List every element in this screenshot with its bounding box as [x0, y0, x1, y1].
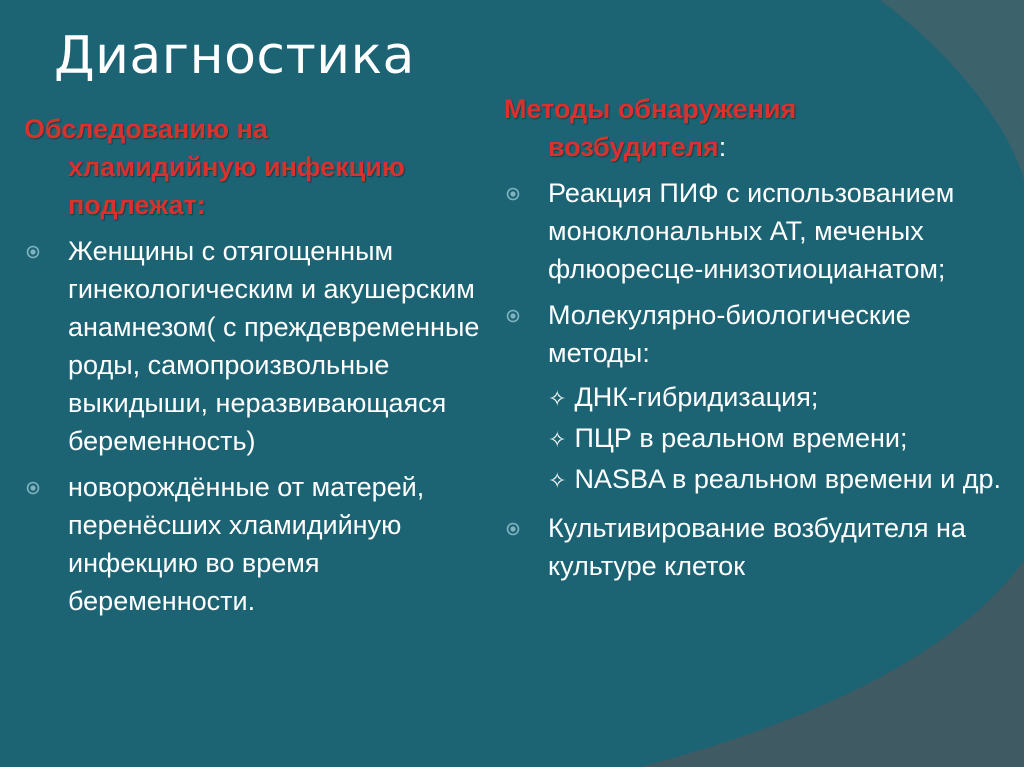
four-point-star-icon: ✧ [548, 387, 567, 412]
sub-list [504, 378, 1014, 501]
page-title: Диагностика [54, 26, 415, 86]
list-item-text: Молекулярно-биологические методы: [548, 300, 911, 368]
left-heading [24, 110, 504, 224]
sub-item [548, 378, 1014, 419]
list-item-text: Реакция ПИФ с использованием моноклональных АТ, меченых флюоресце-инизотиоцианатом; [548, 178, 955, 284]
circle-bullet-icon [506, 522, 520, 536]
sub-item [548, 460, 1014, 501]
right-heading-line2: возбудителя [548, 132, 719, 162]
right-column [504, 90, 1014, 585]
list-item [504, 174, 1014, 288]
circle-bullet-icon [506, 187, 520, 201]
left-column [24, 110, 504, 620]
sub-item [548, 419, 1014, 460]
right-heading-colon: : [718, 132, 727, 162]
sub-item-text: ДНК-гибридизация; [574, 382, 819, 412]
list-item-text: новорождённые от матерей, перенёсших хламидийную инфекцию во время беременности. [68, 472, 425, 616]
right-heading-line1: Методы обнаружения [504, 94, 797, 124]
four-point-star-icon: ✧ [548, 469, 567, 494]
list-item [504, 296, 1014, 372]
four-point-star-icon: ✧ [548, 428, 567, 453]
sub-item-text: ПЦР в реальном времени; [574, 423, 908, 453]
list-item-text: Женщины с отягощенным гинекологическим и акушерским анамнезом( с преждевременные роды, самопроизвольные выкидыши, неразвивающаяся беременность) [68, 236, 480, 456]
circle-bullet-icon [506, 309, 520, 323]
circle-bullet-icon [26, 481, 40, 495]
circle-bullet-icon [26, 245, 40, 259]
list-item [504, 509, 1014, 585]
right-heading [504, 90, 1014, 166]
left-heading-line3: подлежат: [68, 190, 206, 220]
sub-item-text: NASBA в реальном времени и др. [574, 464, 1001, 494]
list-item [24, 232, 504, 460]
left-heading-line2: хламидийную инфекцию [68, 152, 405, 182]
left-heading-line1: Обследованию на [24, 114, 268, 144]
list-item [24, 468, 504, 620]
list-item-text: Культивирование возбудителя на культуре клеток [548, 513, 966, 581]
